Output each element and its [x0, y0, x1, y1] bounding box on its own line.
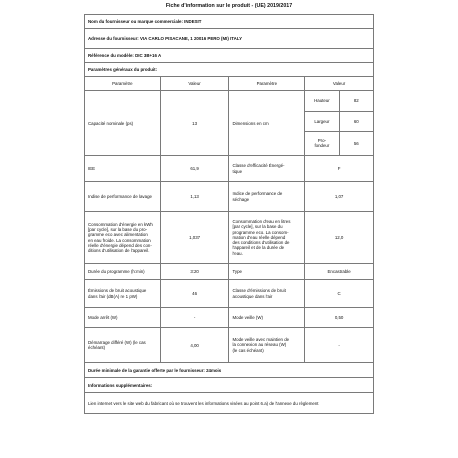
general-params-row	[85, 63, 374, 77]
model-row	[85, 49, 374, 63]
standby-mode-value: 0,50	[305, 308, 374, 328]
wash-performance-label: Indise de performance de lavage	[85, 182, 161, 212]
energy-consumption-value: 1,037	[160, 212, 229, 264]
dimension-row	[305, 91, 373, 111]
warranty-row	[85, 363, 374, 378]
capacity-label: Capacité nominale (ps)	[85, 91, 161, 156]
energy-class-value: F	[305, 156, 374, 182]
noise-emission-value: 46	[160, 280, 229, 308]
regulation-link-text: Lien internet vers le site web du fabricant où se trouvent les informations visées au point 6.a) de l'annexe du règlement	[85, 393, 374, 414]
dimension-row	[305, 111, 373, 131]
header-value-2: Valeur	[305, 77, 374, 91]
standby-mode-label: Mode veille (W)	[229, 308, 305, 328]
delay-start-label: Démarrage différé (W) (le cas échéant)	[85, 328, 161, 363]
warranty-text: Durée minimale de la garantie offerte par le fournisseur: 24mois	[85, 363, 374, 378]
page-title: Fiche d'information sur le produit - (UE) 2019/2017	[165, 3, 293, 9]
supplier-name: Nom du fournisseur ou marque commerciale: INDESIT	[85, 15, 374, 29]
general-params-heading: Paramètres généraux du produit:	[85, 63, 374, 77]
additional-info-row	[85, 378, 374, 393]
iee-value: 61,9	[160, 156, 229, 182]
product-info-table	[84, 14, 374, 414]
network-standby-label: Mode veille avec maintien de la connexion au réseau (W) (le cas échéant)	[229, 328, 305, 363]
dimension-label: Hauteur	[314, 98, 330, 104]
address-row	[85, 29, 374, 49]
consumption-row	[85, 212, 374, 264]
header-value-1: Valeur	[160, 77, 229, 91]
model-reference: Référence du modèle: DIC 3B+16 A	[85, 49, 374, 63]
off-mode-label: Mode arrêt (W)	[85, 308, 161, 328]
dimensions-table	[305, 91, 373, 155]
dimensions-cell	[305, 91, 374, 156]
noise-class-label: Classe d'émissions de bruit acoustique dans l'air	[229, 280, 305, 308]
header-param-1: Paramètre	[85, 77, 161, 91]
dimensions-label: Dimensions en cm	[229, 91, 305, 156]
water-consumption-value: 12,0	[305, 212, 374, 264]
dimension-row	[305, 131, 373, 155]
capacity-value: 13	[160, 91, 229, 156]
dimension-label: Largeur	[305, 111, 339, 131]
dimension-value: 82	[339, 91, 373, 111]
dimension-value: 56	[339, 131, 373, 155]
performance-row	[85, 182, 374, 212]
wash-performance-value: 1,13	[160, 182, 229, 212]
energy-class-label: Classe d'efficacité Énergé- tique	[229, 156, 305, 182]
water-consumption-label: Consommation d'eau en litres [par cycle], sur la base du programme eco. La consom- mation d'eau réelle dépend des conditions d'utilisation de l'appareil et de la durée de l'eau.	[229, 212, 305, 264]
type-label: Type	[229, 264, 305, 280]
header-param-2: Paramètre	[229, 77, 305, 91]
delay-row	[85, 328, 374, 363]
column-header-row	[85, 77, 374, 91]
delay-start-value: 4,00	[160, 328, 229, 363]
dry-performance-label: Indice de performance de séchage	[229, 182, 305, 212]
network-standby-value: -	[305, 328, 374, 363]
supplier-row	[85, 15, 374, 29]
additional-info-heading: Informations supplémentaires:	[85, 378, 374, 393]
iee-label: IEE	[85, 156, 161, 182]
noise-class-value: C	[305, 280, 374, 308]
duration-value: 3:20	[160, 264, 229, 280]
off-mode-value: -	[160, 308, 229, 328]
dimension-value: 60	[339, 111, 373, 131]
noise-emission-label: Émissions de bruit acoustique dans l'air (dB(A) re 1 pW)	[85, 280, 161, 308]
duration-label: Durée du programme (h:min)	[85, 264, 161, 280]
dry-performance-value: 1,07	[305, 182, 374, 212]
duration-row	[85, 264, 374, 280]
type-value: Encastrable	[305, 264, 374, 280]
energy-consumption-label: Consommation d'énergie en kWh [par cycle], sur la base du pro- gramme eco avec alimentation en eau froide. La consommation réelle d'énergie dépend des con- ditions d'utilisation de l'appareil.	[85, 212, 161, 264]
noise-row	[85, 280, 374, 308]
power-mode-row	[85, 308, 374, 328]
capacity-row	[85, 91, 374, 156]
supplier-address: Adresse du fournisseur: VIA CARLO PISACANE, 1 20016 PERO (MI) ITALY	[85, 29, 374, 49]
link-row	[85, 393, 374, 414]
iee-row	[85, 156, 374, 182]
dimension-label: Pro- fondeur	[305, 131, 339, 155]
